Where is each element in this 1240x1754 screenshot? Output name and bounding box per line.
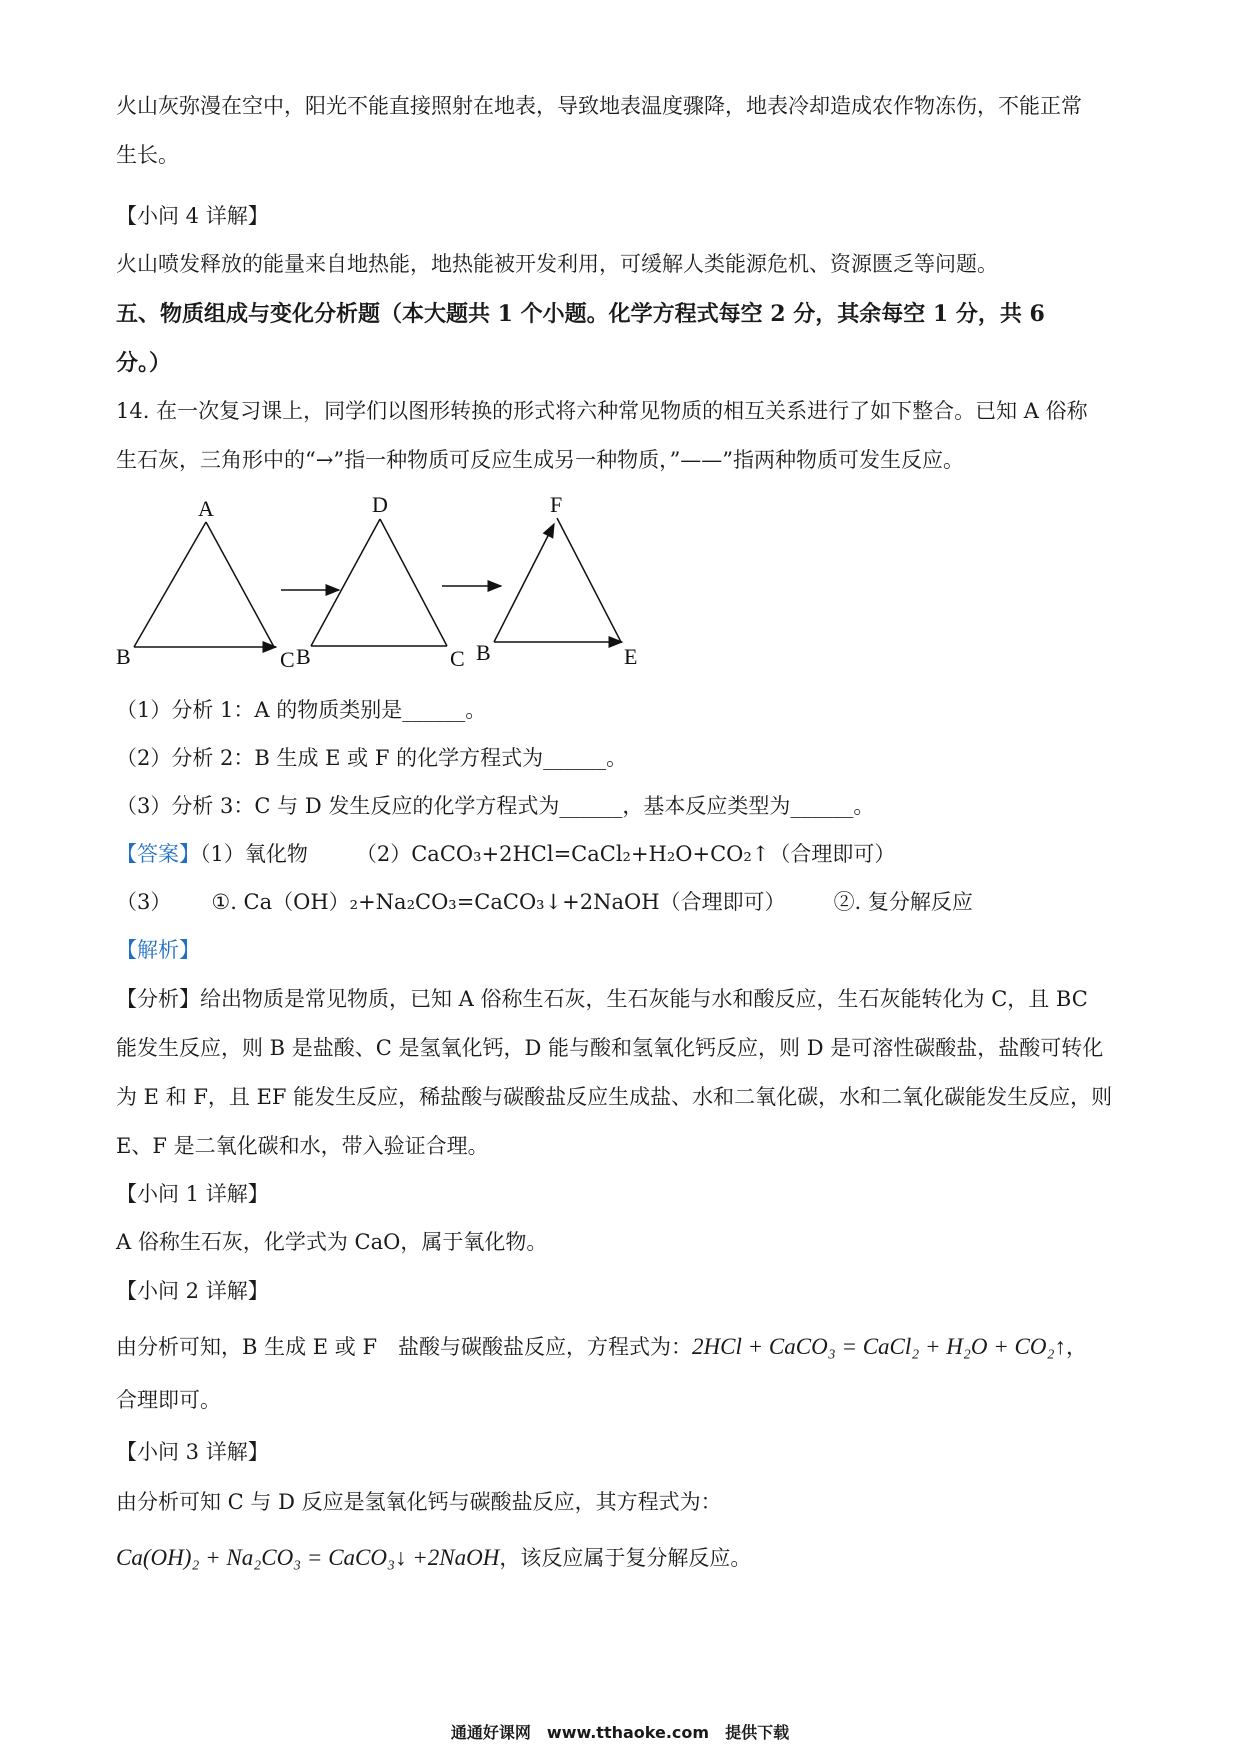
answer-line-2 [116,878,1126,927]
sub2-line2: 合理即可。 [116,1388,221,1412]
sub2-tail: ， [1066,1335,1087,1359]
text-line: 14. 在一次复习课上，同学们以图形转换的形式将六种常见物质的相互关系进行了如下整合。已知 A 俗称 [116,399,1088,423]
sub3-text: 由分析可知 C 与 D 反应是氢氧化钙与碳酸盐反应，其方程式为： [116,1490,722,1514]
triangle-transformation-diagram [116,492,736,677]
node-label-C: C [280,647,295,672]
node-label-F: F [550,492,563,517]
answer-label: 【答案】 [116,842,200,866]
answer-line-1 [116,830,1126,879]
sub2-heading: 【小问 2 详解】 [116,1279,269,1303]
sub2-text [116,1322,1126,1372]
node-label-A: A [198,496,214,521]
q4-heading: 【小问 4 详解】 [116,204,269,228]
text-line: 火山灰弥漫在空中，阳光不能直接照射在地表，导致地表温度骤降，地表冷却造成农作物冻伤，不能正常 [116,94,1082,118]
question-2: （2）分析 2：B 生成 E 或 F 的化学方程式为______。 [116,746,628,770]
triangle-1 [116,496,295,672]
text-line: 生石灰，三角形中的“→”指一种物质可反应生成另一种物质，”——”指两种物质可发生反应。 [116,448,965,472]
equation-caoh2-na2co3: Ca(OH)₂ + Na₂CO₃ = CaCO₃↓ +2NaOH [116,1545,500,1570]
sub3-tail: ，该反应属于复分解反应。 [499,1546,752,1570]
text-line: 【分析】给出物质是常见物质，已知 A 俗称生石灰，生石灰能与水和酸反应，生石灰能转化为 C，且 BC [116,987,1088,1011]
text-line: 五、物质组成与变化分析题（本大题共 1 个小题。化学方程式每空 2 分，其余每空 1 分，共 6 [116,301,1045,327]
node-label-B: B [476,640,491,665]
sub1-heading: 【小问 1 详解】 [116,1182,269,1206]
answer-part-3-equation: ①. Ca（OH）₂+Na₂CO₃=CaCO₃↓+2NaOH（合理即可） [211,890,786,914]
analysis-label: 【解析】 [116,938,200,962]
section-five-title [116,290,1126,388]
text-line: 能发生反应，则 B 是盐酸、C 是氢氧化钙，D 能与酸和氢氧化钙反应，则 D 是可溶性碳酸盐，盐酸可转化 [116,1036,1104,1060]
node-label-D: D [372,492,388,517]
page-footer: 通通好课网 www.tthaoke.com 提供下载 [450,1723,790,1742]
triangle-3 [476,492,637,669]
text-line: 分。） [116,350,172,376]
node-label-B: B [116,644,131,669]
question-1: （1）分析 1：A 的物质类别是______。 [116,698,487,722]
analysis-paragraph [116,975,1126,1171]
answer-part-3-label: （3） [116,890,172,914]
text-line: E、F 是二氧化碳和水，带入验证合理。 [116,1134,489,1158]
equation-hcl-caco3: 2HCl + CaCO₃ = CaCl₂ + H₂O + CO₂↑ [692,1334,1066,1359]
text-line: 为 E 和 F，且 EF 能发生反应，稀盐酸与碳酸盐反应生成盐、水和二氧化碳，水和二氧化碳能发生反应，则 [116,1085,1113,1109]
answer-part-2: （2）CaCO₃+2HCl=CaCl₂+H₂O+CO₂↑（合理即可） [355,842,896,866]
answer-part-1: （1）氧化物 [200,842,308,866]
text-line: 生长。 [116,143,179,167]
problem-14-stem [116,387,1126,485]
triangle-2 [296,492,465,671]
q4-text: 火山喷发释放的能量来自地热能，地热能被开发利用，可缓解人类能源危机、资源匮乏等问题。 [116,252,998,276]
node-label-E: E [624,644,638,669]
node-label-B: B [296,644,311,669]
node-label-C: C [450,646,465,671]
paragraph-volcanic-ash [116,82,1126,180]
sub3-equation-line [116,1533,1126,1583]
sub3-heading: 【小问 3 详解】 [116,1440,269,1464]
sub2-intro: 由分析可知，B 生成 E 或 F 盐酸与碳酸盐反应，方程式为： [116,1335,693,1359]
question-3: （3）分析 3：C 与 D 发生反应的化学方程式为______，基本反应类型为______。 [116,794,875,818]
sub1-text: A 俗称生石灰，化学式为 CaO，属于氧化物。 [116,1230,548,1254]
answer-part-3-type: ②. 复分解反应 [833,890,973,914]
